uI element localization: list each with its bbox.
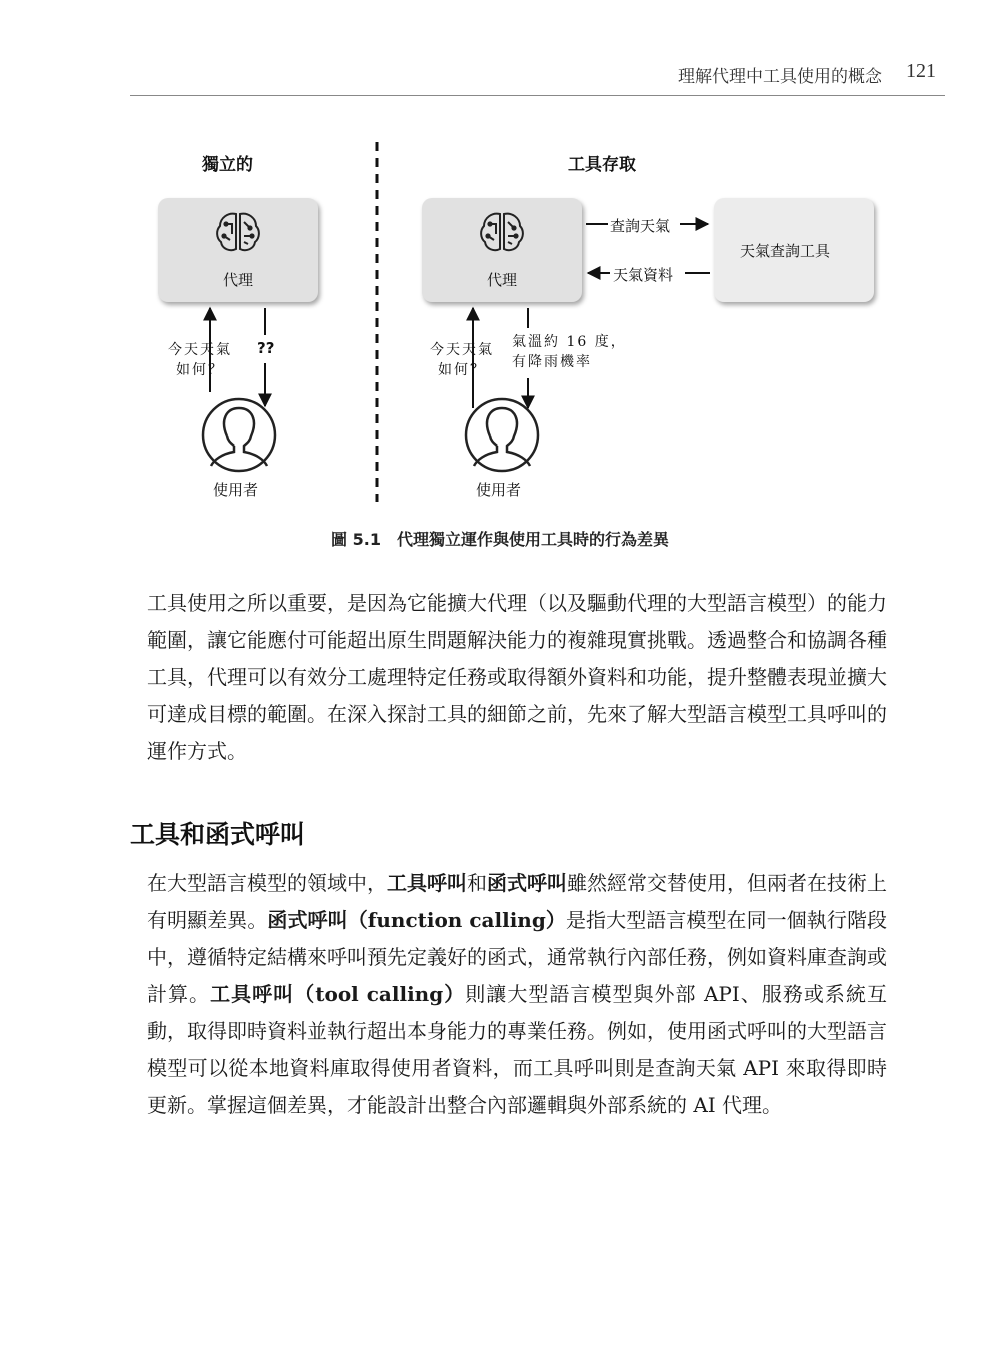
- agent-label: 代理: [223, 271, 254, 289]
- header-rule: [130, 95, 945, 96]
- body-paragraph: 工具使用之所以重要，是因為它能擴大代理（以及驅動代理的大型語言模型）的能力範圍，讓它能應付可能超出原生問題解決能力的複雜現實挑戰。透過整合和協調各種工具，代理可以有效分工處理特定任務或取得額外資料和功能，提升整體表現並擴大可達成目標的範圍。在深入探討工具的細節之前，先來了解大型語言模型工具呼叫的運作方式。: [147, 591, 887, 763]
- bold-term: 函式呼叫（function calling）: [267, 908, 566, 932]
- weather-answer: 氣溫約 16 度， 有降雨機率: [512, 334, 627, 370]
- user-question-left: 今天天氣 如何？: [168, 342, 232, 378]
- figure-5-1: [140, 130, 900, 520]
- bold-term: 工具呼叫（tool calling）: [210, 982, 466, 1006]
- user-label: 使用者: [213, 481, 259, 499]
- unknown-reply: ??: [257, 339, 275, 357]
- user-label: 使用者: [476, 481, 522, 499]
- text-run: 則讓大型語言模型與外部 API、服務或系統互動，取得即時資料並執行超出本身能力的專業任務。例如，使用函式呼叫的大型語言模型可以從本地資料庫取得使用者資料，而工具呼叫則是查詢天氣 API 來取得即時更新。掌握這個差異，才能設計出整合內部邏輯與外部系統的 AI 代理。: [147, 982, 887, 1117]
- user-avatar-icon: [203, 399, 275, 471]
- text-run: 是指大型語言模型在同一個執行階段中，遵循特定結構來呼叫預先定義好的函式，通常執行內部任務，例如資料庫查詢或計算。: [147, 908, 888, 1006]
- standalone-title: 獨立的: [202, 155, 253, 175]
- bold-term: 工具呼叫: [387, 871, 467, 895]
- brain-circuit-icon: [481, 214, 523, 251]
- section-heading: 工具和函式呼叫: [130, 820, 306, 849]
- figure-lines: [140, 130, 900, 520]
- agent-label: 代理: [487, 271, 518, 289]
- running-header-title: 理解代理中工具使用的概念: [678, 67, 882, 87]
- text-run: 雖然經常交替使用，但兩者在技術上有明顯差異。: [147, 871, 887, 932]
- text-run: 和: [467, 871, 487, 895]
- tool-access-title: 工具存取: [568, 155, 636, 175]
- page-number: 121: [906, 60, 936, 82]
- data-arrow-label: 天氣資料: [613, 266, 674, 284]
- body-paragraph: [147, 865, 887, 1124]
- brain-circuit-icon: [217, 214, 259, 251]
- user-question-right: 今天天氣 如何？: [430, 342, 494, 378]
- user-avatar-icon: [466, 399, 538, 471]
- bold-term: 函式呼叫: [487, 871, 567, 895]
- text-run: 在大型語言模型的領域中，: [147, 871, 387, 895]
- query-arrow-label: 查詢天氣: [610, 217, 671, 235]
- tool-box-label: 天氣查詢工具: [740, 242, 831, 260]
- figure-caption: 圖 5.1 代理獨立運作與使用工具時的行為差異: [331, 530, 669, 549]
